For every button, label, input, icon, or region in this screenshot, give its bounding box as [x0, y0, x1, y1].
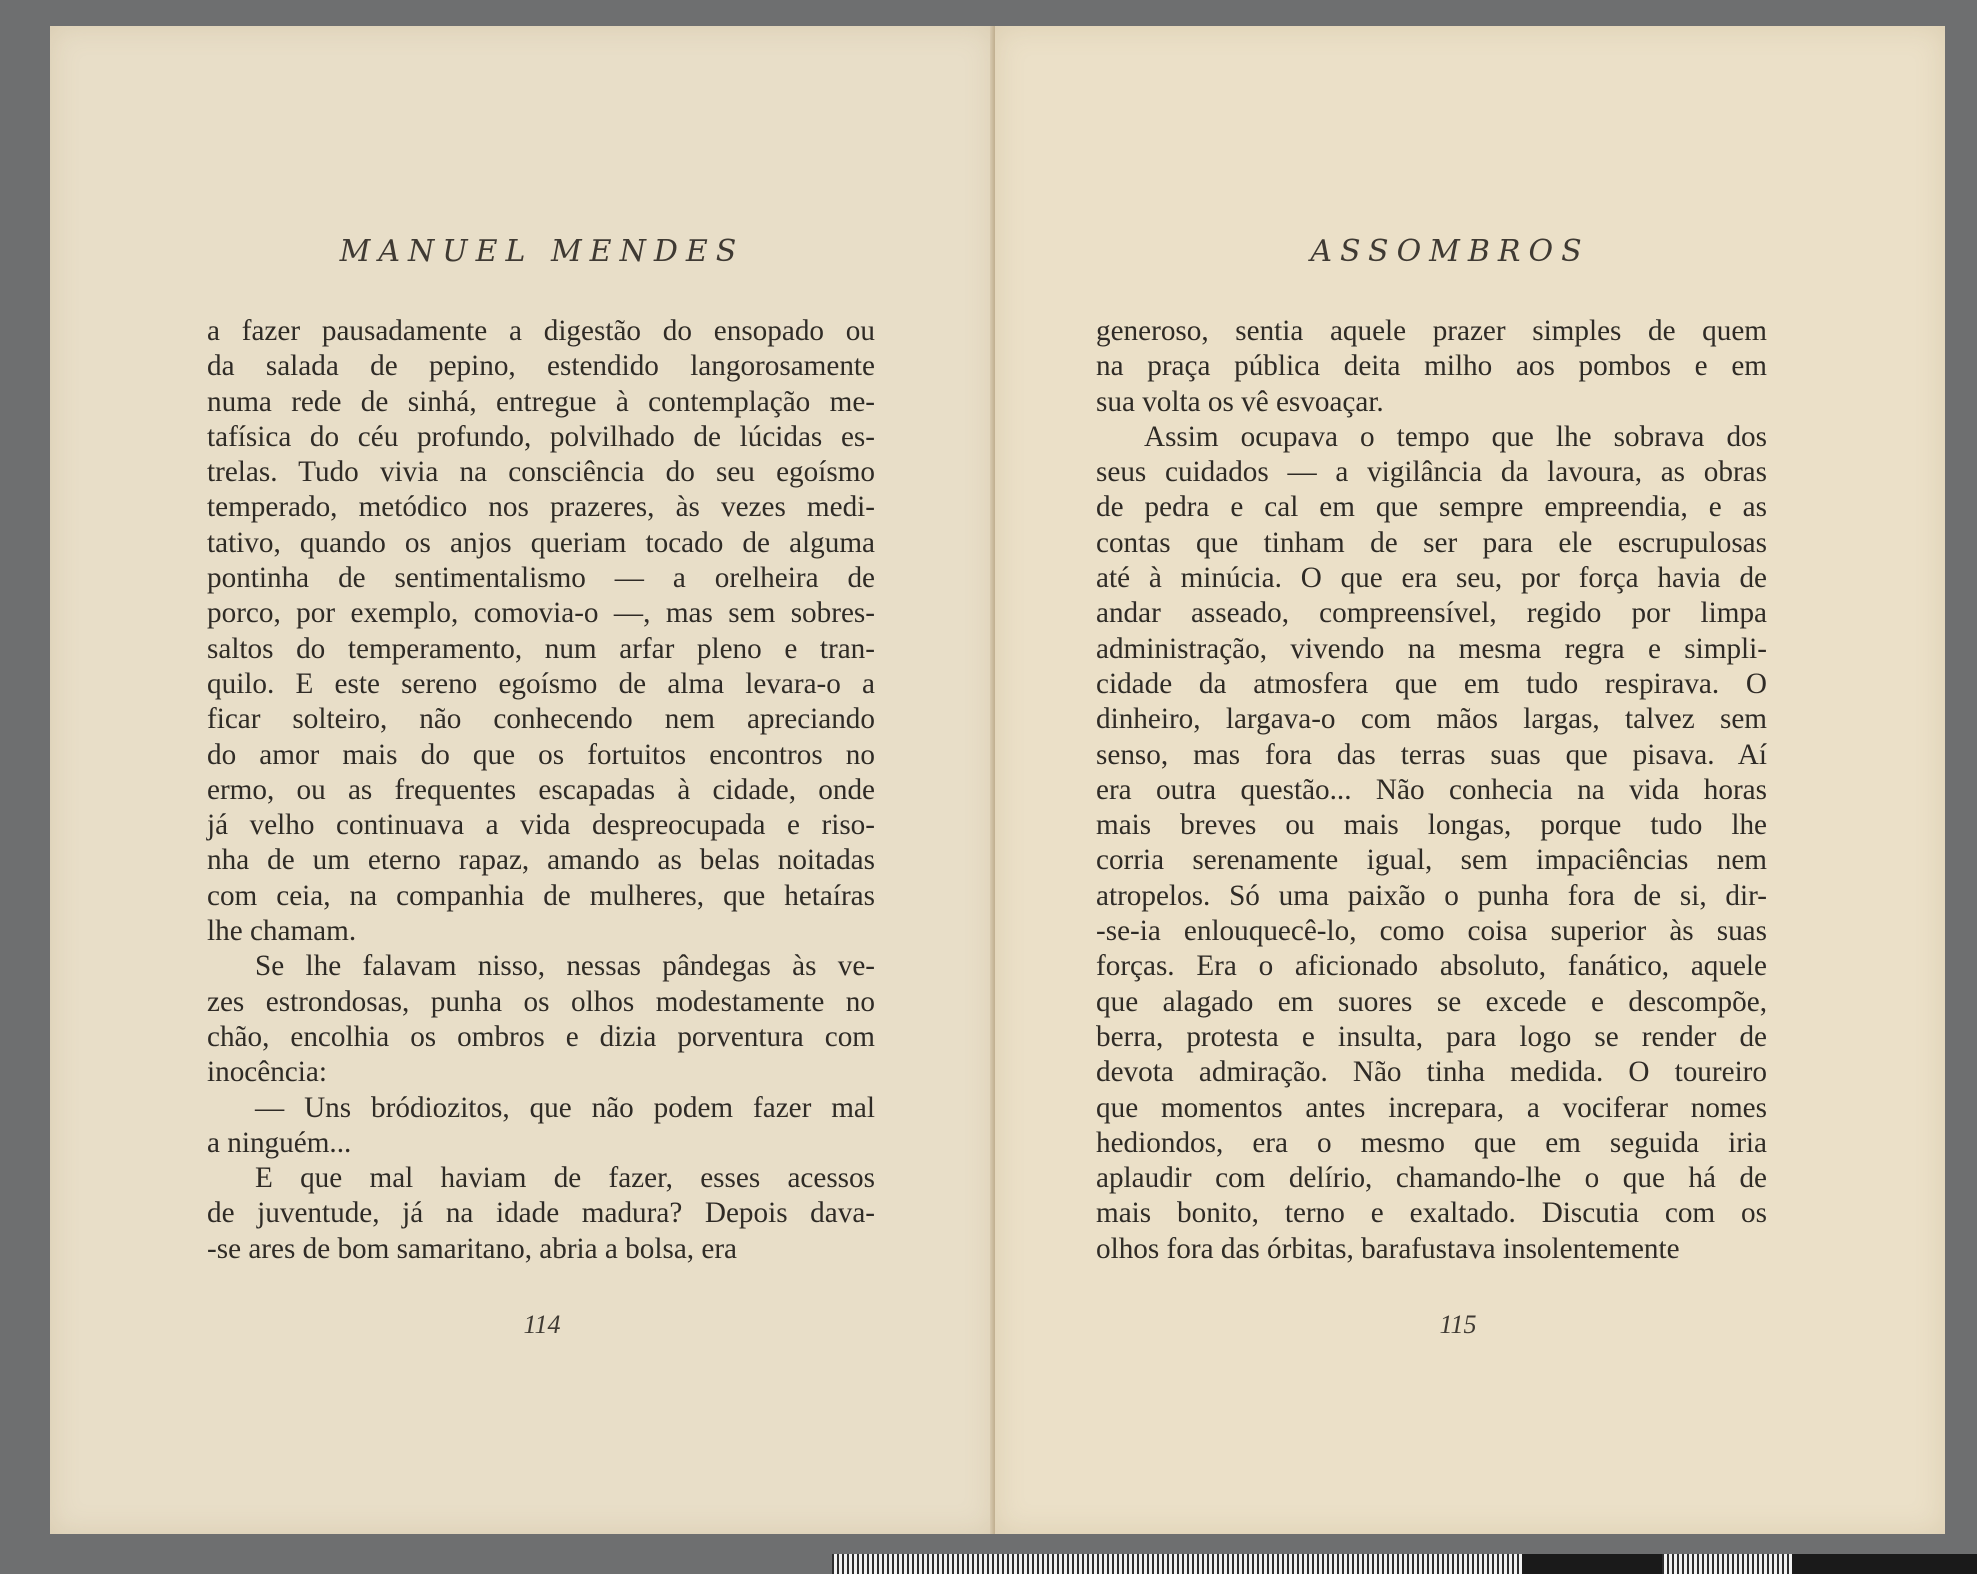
page-number-left: 114: [523, 1310, 561, 1339]
text-line: ficar solteiro, não conhecendo nem apreciando: [207, 703, 875, 736]
text-line: nha de um eterno rapaz, amando as belas noitadas: [207, 844, 875, 877]
text-line: corria serenamente igual, sem impaciências nem: [1096, 844, 1767, 877]
text-line: do amor mais do que os fortuitos encontros no: [207, 738, 875, 771]
text-line: hediondos, era o mesmo que em seguida iria: [1096, 1126, 1767, 1159]
text-line: a ninguém...: [207, 1126, 352, 1159]
text-line: -se-ia enlouquecê-lo, como coisa superior às suas: [1096, 915, 1767, 948]
text-line: seus cuidados — a vigilância da lavoura, as obras: [1096, 456, 1767, 489]
left-page-body: [207, 314, 875, 1267]
scale-ruler: [832, 1554, 1977, 1574]
text-line: chão, encolhia os ombros e dizia porventura com: [207, 1020, 875, 1053]
text-line: senso, mas fora das terras suas que pisava. Aí: [1096, 738, 1767, 771]
text-line: numa rede de sinhá, entregue à contemplação me-: [207, 385, 875, 418]
text-line: mais breves ou mais longas, porque tudo lhe: [1096, 809, 1767, 842]
text-line: de juventude, já na idade madura? Depois dava-: [207, 1197, 875, 1230]
text-line: generoso, sentia aquele prazer simples de quem: [1096, 315, 1767, 347]
text-line: -se ares de bom samaritano, abria a bolsa, era: [207, 1232, 738, 1265]
text-line: devota admiração. Não tinha medida. O toureiro: [1096, 1056, 1767, 1089]
text-line: era outra questão... Não conhecia na vida horas: [1096, 773, 1767, 806]
text-line: com ceia, na companhia de mulheres, que hetaíras: [207, 879, 875, 912]
text-line: até à minúcia. O que era seu, por força havia de: [1096, 562, 1767, 595]
text-line: tativo, quando os anjos queriam tocado de alguma: [207, 526, 875, 559]
text-line: atropelos. Só uma paixão o punha fora de si, dir-: [1096, 879, 1767, 912]
text-line: inocência:: [207, 1056, 327, 1089]
text-line: Assim ocupava o tempo que lhe sobrava dos: [1144, 420, 1767, 453]
text-line: a fazer pausadamente a digestão do ensopado ou: [207, 315, 875, 347]
text-line: na praça pública deita milho aos pombos e em: [1096, 350, 1767, 383]
text-line: cidade da atmosfera que em tudo respirava. O: [1096, 667, 1767, 700]
text-line: quilo. E este sereno egoísmo de alma levara-o a: [207, 667, 875, 700]
text-line: olhos fora das órbitas, barafustava insolentemente: [1096, 1232, 1680, 1265]
text-line: contas que tinham de ser para ele escrupulosas: [1096, 526, 1767, 559]
text-line: que momentos antes increpara, a vociferar nomes: [1096, 1091, 1767, 1124]
text-line: ermo, ou as frequentes escapadas à cidade, onde: [207, 773, 875, 806]
text-line: aplaudir com delírio, chamando-lhe o que há de: [1096, 1162, 1767, 1195]
right-page: [995, 26, 1945, 1534]
text-line: porco, por exemplo, comovia-o —, mas sem sobres-: [207, 597, 875, 630]
ruler-dark-segment: [1792, 1554, 1977, 1574]
text-line: dinheiro, largava-o com mãos largas, talvez sem: [1096, 703, 1767, 736]
running-head-author: MANUEL MENDES: [339, 234, 745, 269]
text-line: forças. Era o aficionado absoluto, fanático, aquele: [1096, 950, 1767, 983]
page-number-right: 115: [1439, 1310, 1477, 1339]
text-line: já velho continuava a vida despreocupada e riso-: [207, 809, 875, 842]
text-line: administração, vivendo na mesma regra e simpli-: [1096, 632, 1767, 665]
text-line: trelas. Tudo vivia na consciência do seu egoísmo: [207, 456, 875, 489]
text-line: da salada de pepino, estendido langorosamente: [207, 350, 875, 383]
text-line: mais bonito, terno e exaltado. Discutia com os: [1096, 1197, 1767, 1230]
text-line: E que mal haviam de fazer, esses acessos: [255, 1162, 875, 1195]
text-line: tafísica do céu profundo, polvilhado de lúcidas es-: [207, 420, 875, 453]
ruler-dark-segment: [1522, 1554, 1662, 1574]
text-line: — Uns bródiozitos, que não podem fazer mal: [255, 1091, 875, 1124]
text-line: temperado, metódico nos prazeres, às vezes medi-: [207, 491, 875, 524]
text-line: que alagado em suores se excede e descompõe,: [1096, 985, 1767, 1018]
text-line: lhe chamam.: [207, 915, 357, 948]
left-page: [50, 26, 995, 1534]
text-line: zes estrondosas, punha os olhos modestamente no: [207, 985, 875, 1018]
running-head-title: ASSOMBROS: [1310, 234, 1590, 269]
text-line: saltos do temperamento, num arfar pleno e tran-: [207, 632, 875, 665]
text-line: de pedra e cal em que sempre empreendia, e as: [1096, 491, 1767, 524]
text-line: Se lhe falavam nisso, nessas pândegas às ve-: [255, 950, 875, 983]
text-line: sua volta os vê esvoaçar.: [1096, 385, 1384, 418]
text-line: berra, protesta e insulta, para logo se render de: [1096, 1020, 1767, 1053]
right-page-body: [1096, 314, 1767, 1267]
text-line: andar asseado, compreensível, regido por limpa: [1096, 597, 1767, 630]
text-line: pontinha de sentimentalismo — a orelheira de: [207, 562, 875, 595]
